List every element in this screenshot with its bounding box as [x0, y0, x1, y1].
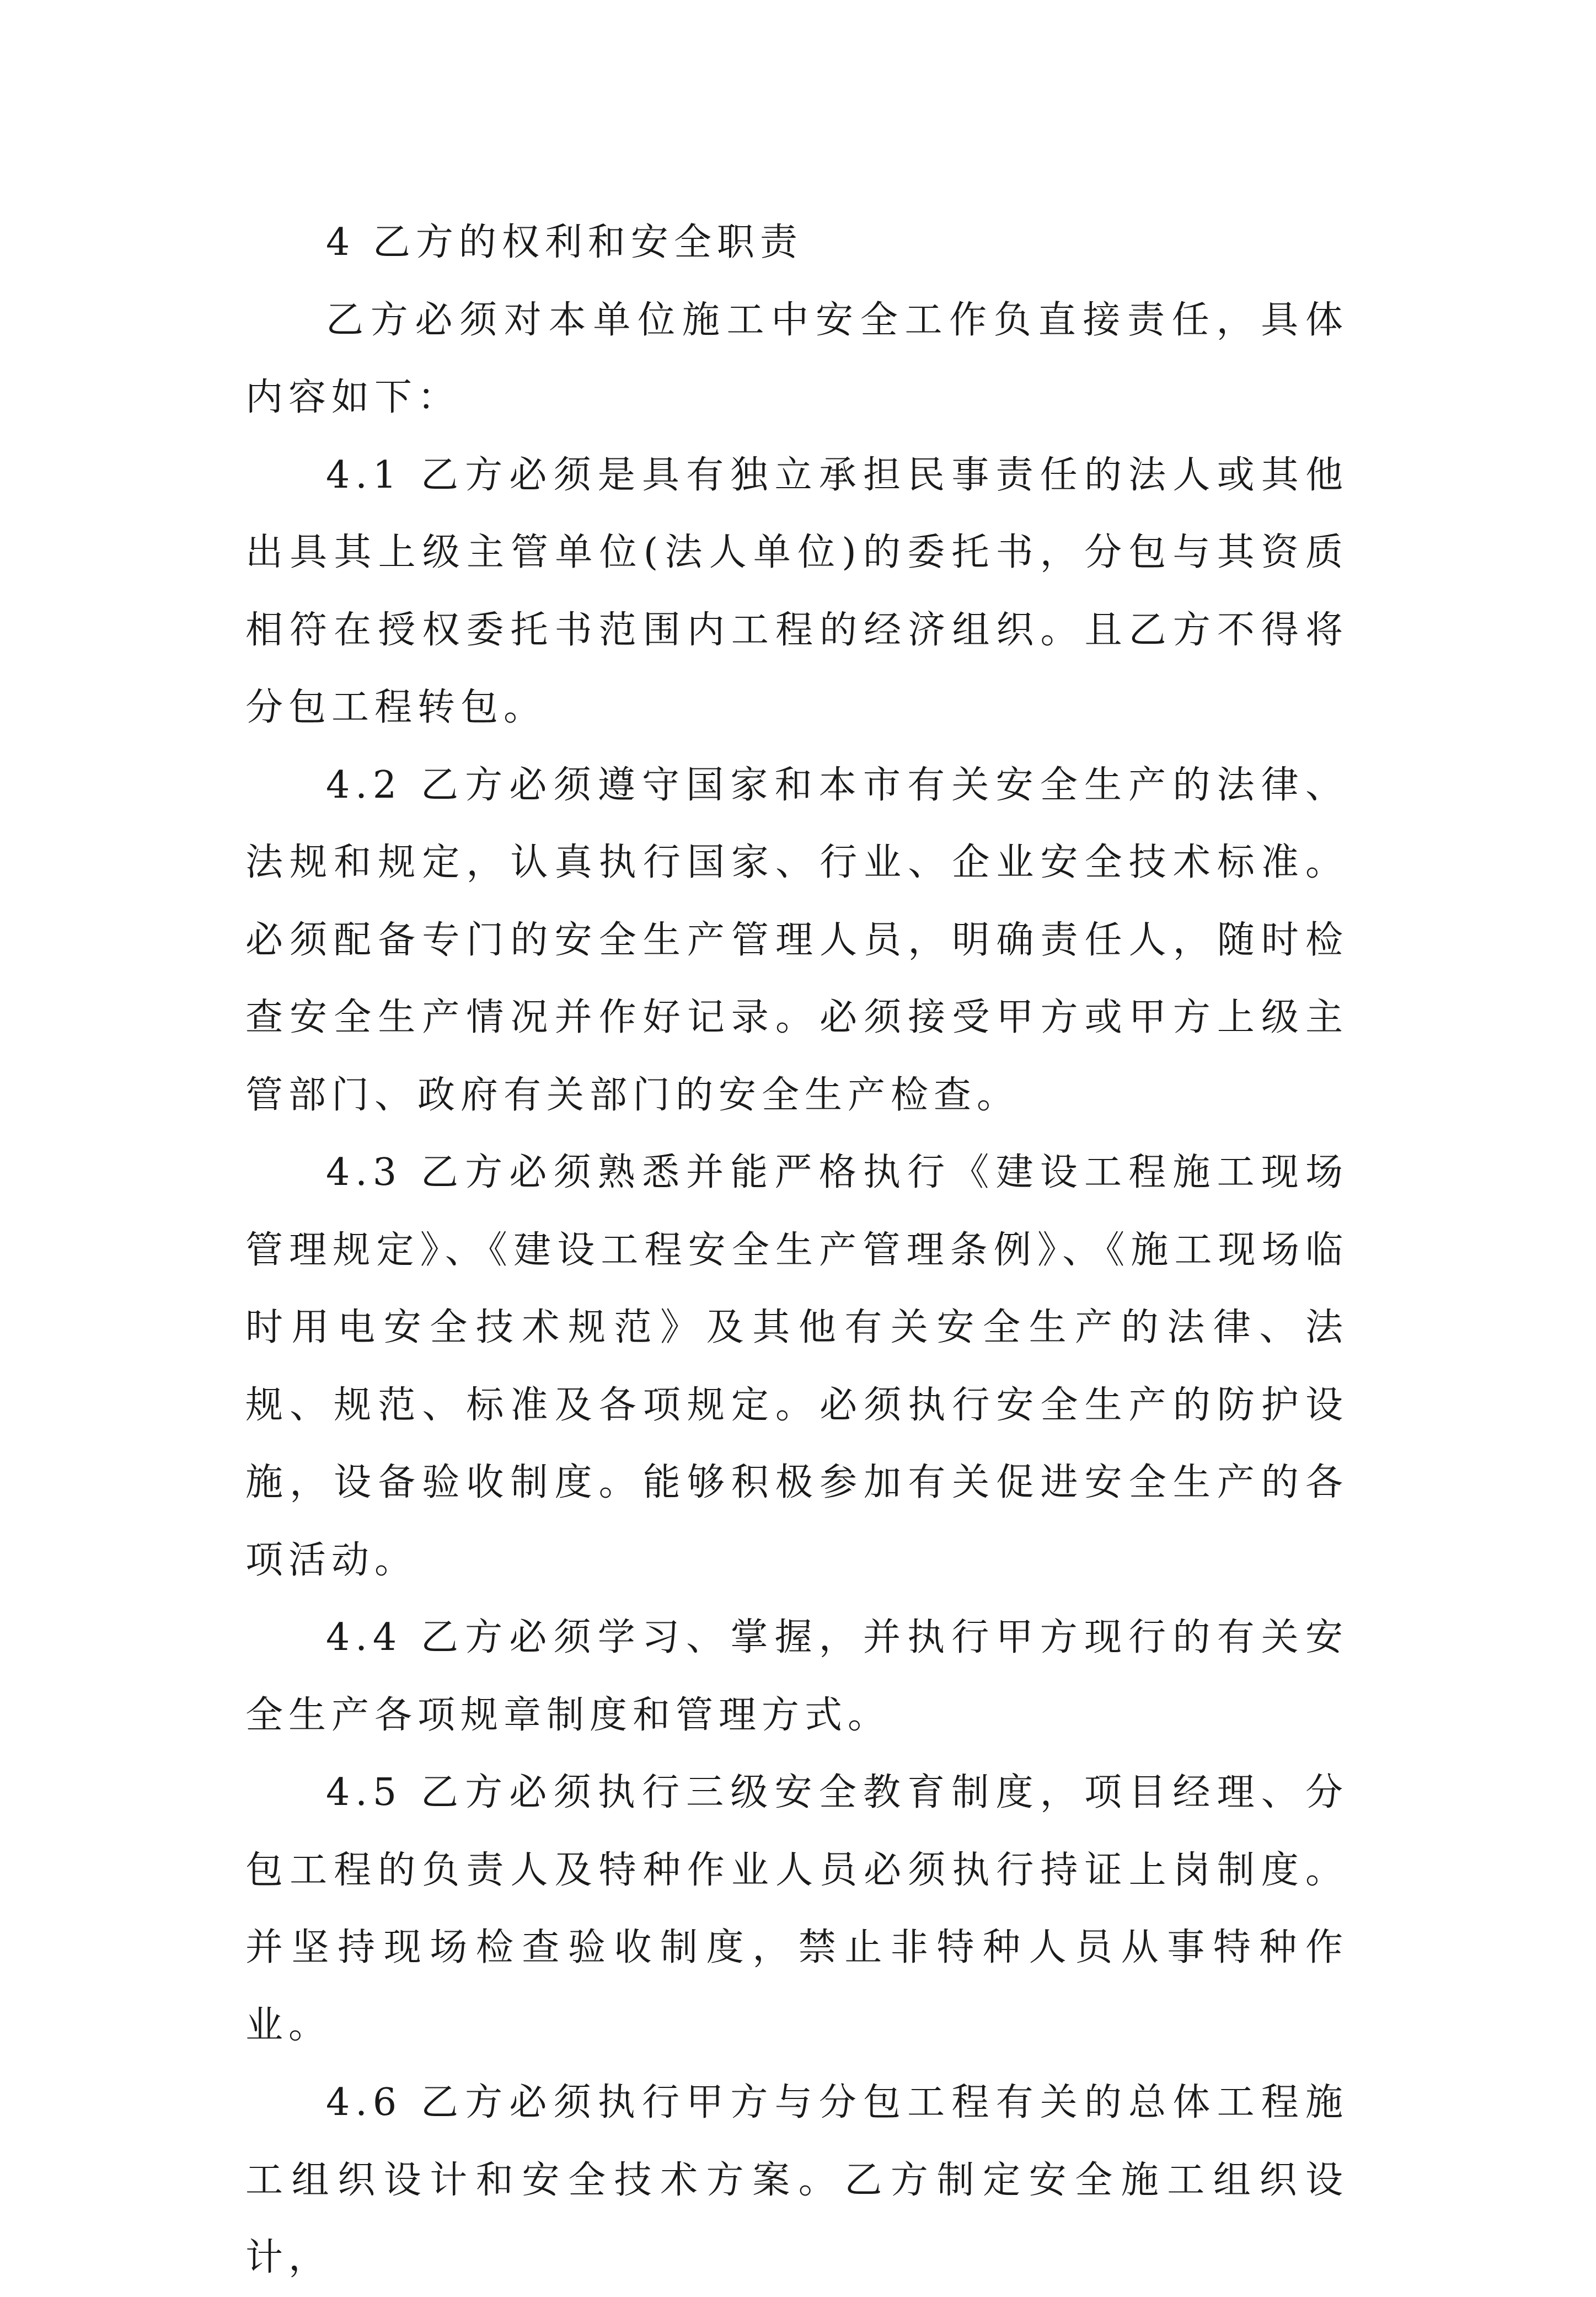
paragraph-4-6: 4.6 乙方必须执行甲方与分包工程有关的总体工程施工组织设计和安全技术方案。乙方制定安全施工组织设计， — [245, 2081, 1348, 2279]
paragraph-4-3: 4.3 乙方必须熟悉并能严格执行《建设工程施工现场管理规定》、《建设工程安全生产管理条例》、《施工现场临时用电安全技术规范》及其他有关安全生产的法律、法规、规范、标准及各项规定。必须执行安全生产的防护设施，设备验收制度。能够积极参加有关促进安全生产的各项活动。 — [245, 1151, 1348, 1582]
paragraph-4-1: 4.1 乙方必须是具有独立承担民事责任的法人或其他出具其上级主管单位(法人单位)的委托书，分包与其资质相符在授权委托书范围内工程的经济组织。且乙方不得将分包工程转包。 — [245, 453, 1348, 729]
paragraph-4-5: 4.5 乙方必须执行三级安全教育制度，项目经理、分包工程的负责人及特种作业人员必须执行持证上岗制度。并坚持现场检查验收制度，禁止非特种人员从事特种作业。 — [245, 1771, 1348, 2047]
document-body — [245, 204, 1348, 2297]
paragraph-4-4: 4.4 乙方必须学习、掌握，并执行甲方现行的有关安全生产各项规章制度和管理方式。 — [245, 1616, 1348, 1737]
paragraph-intro: 乙方必须对本单位施工中安全工作负直接责任，具体内容如下： — [245, 298, 1348, 419]
paragraph-4-2: 4.2 乙方必须遵守国家和本市有关安全生产的法律、法规和规定，认真执行国家、行业、企业安全技术标准。必须配备专门的安全生产管理人员，明确责任人，随时检查安全生产情况并作好记录。必须接受甲方或甲方上级主管部门、政府有关部门的安全生产检查。 — [245, 763, 1348, 1117]
section-heading: 4 乙方的权利和安全职责 — [326, 221, 803, 264]
